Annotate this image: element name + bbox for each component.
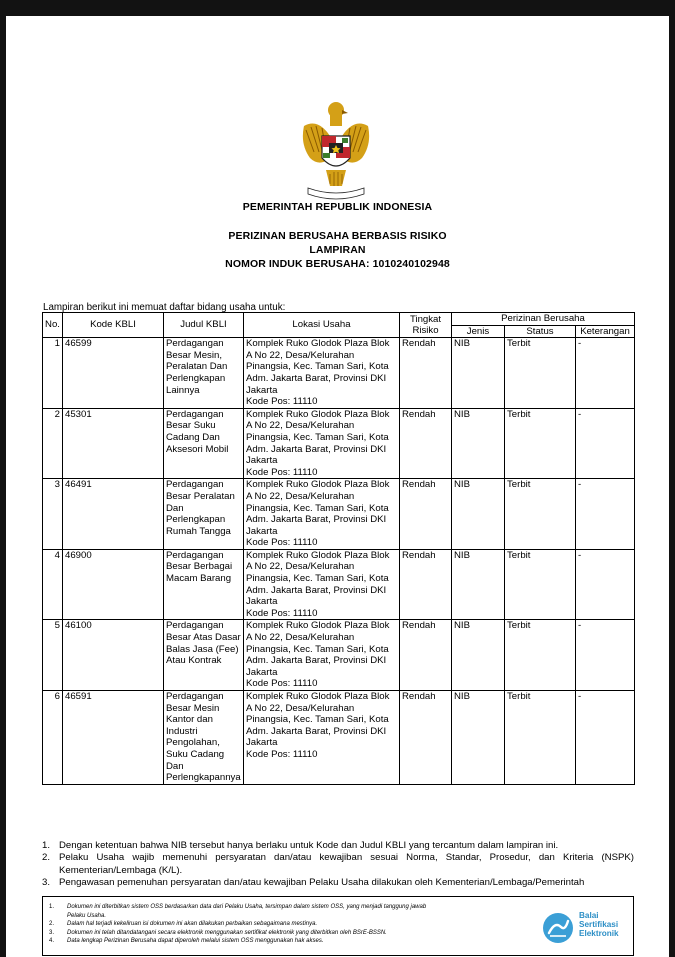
cell-judul-kbli bbox=[164, 549, 244, 620]
cell-lokasi-usaha-line: Komplek Ruko Glodok Plaza Blok bbox=[246, 408, 390, 420]
cell-no: 6 bbox=[43, 691, 63, 785]
cell-judul-kbli-line: Besar Atas Dasar bbox=[166, 632, 241, 644]
cell-kode-kbli: 46900 bbox=[63, 549, 164, 620]
cell-judul-kbli bbox=[164, 691, 244, 785]
disclaimer-item: Pelaku Usaha. bbox=[67, 912, 107, 919]
cell-lokasi-usaha-line: Pinangsia, Kec. Taman Sari, Kota bbox=[246, 573, 389, 585]
cell-lokasi-usaha-line: A No 22, Desa/Kelurahan bbox=[246, 561, 355, 573]
cell-tingkat-risiko: Rendah bbox=[400, 408, 452, 479]
cell-lokasi-usaha-line: Adm. Jakarta Barat, Provinsi DKI bbox=[246, 655, 387, 667]
cell-no: 5 bbox=[43, 620, 63, 691]
disclaimer-item: 3. Dokumen ini telah ditandatangani secara elektronik menggunakan sertifikat elektronik yang diterbitkan oleh BSrE-BSSN. bbox=[49, 929, 387, 936]
cell-lokasi-usaha-line: Adm. Jakarta Barat, Provinsi DKI bbox=[246, 725, 387, 737]
disclaimer-item: 1. Dokumen ini diterbitkan sistem OSS berdasarkan data dari Pelaku Usaha, tersimpan dalam sistem OSS, yang menjadi tanggung jawab bbox=[49, 904, 427, 910]
cell-status: Terbit bbox=[505, 408, 576, 479]
cell-judul-kbli-line: Perdagangan bbox=[166, 479, 224, 491]
cell-lokasi-usaha-line: A No 22, Desa/Kelurahan bbox=[246, 349, 355, 361]
cell-status: Terbit bbox=[505, 691, 576, 785]
kbli-table bbox=[42, 312, 635, 785]
cell-jenis: NIB bbox=[452, 691, 505, 785]
cell-judul-kbli-line: Besar Mesin bbox=[166, 702, 220, 714]
header-perizinan-berusaha: Perizinan Berusaha bbox=[452, 313, 635, 326]
cell-judul-kbli-line: Besar Berbagai bbox=[166, 561, 233, 573]
cell-kode-kbli: 46100 bbox=[63, 620, 164, 691]
cell-lokasi-usaha-line: Komplek Ruko Glodok Plaza Blok bbox=[246, 479, 390, 491]
cell-kode-kbli: 46599 bbox=[63, 338, 164, 409]
cell-judul-kbli-line: Balas Jasa (Fee) bbox=[166, 643, 239, 655]
document-subtitle: LAMPIRAN bbox=[309, 244, 366, 256]
cell-judul-kbli-line: Kantor dan bbox=[166, 714, 213, 726]
government-title: PEMERINTAH REPUBLIK INDONESIA bbox=[242, 201, 433, 213]
cell-tingkat-risiko: Rendah bbox=[400, 479, 452, 550]
cell-keterangan: - bbox=[576, 408, 635, 479]
table-row bbox=[43, 691, 635, 785]
cell-no: 3 bbox=[43, 479, 63, 550]
cell-judul-kbli bbox=[164, 338, 244, 409]
cell-lokasi-usaha bbox=[244, 549, 400, 620]
cell-judul-kbli-line: Suku Cadang bbox=[166, 748, 225, 760]
cell-lokasi-usaha-line: Kode Pos: 11110 bbox=[246, 748, 318, 760]
cell-no: 2 bbox=[43, 408, 63, 479]
cell-no: 4 bbox=[43, 549, 63, 620]
cell-lokasi-usaha bbox=[244, 479, 400, 550]
header-judul-kbli: Judul KBLI bbox=[164, 313, 244, 338]
cell-lokasi-usaha-line: A No 22, Desa/Kelurahan bbox=[246, 420, 355, 432]
cell-no: 1 bbox=[43, 338, 63, 409]
cell-judul-kbli-line: Perlengkapan bbox=[166, 372, 226, 384]
cell-lokasi-usaha-line: Kode Pos: 11110 bbox=[246, 678, 318, 690]
cell-judul-kbli-line: Dan bbox=[166, 502, 184, 514]
cell-judul-kbli-line: Rumah Tangga bbox=[166, 525, 231, 537]
disclaimer-item: 2. Dalam hal terjadi kekeliruan isi dokumen ini akan dilakukan perbaikan sebagaimana mestinya. bbox=[49, 921, 318, 928]
cell-kode-kbli: 46491 bbox=[63, 479, 164, 550]
bsre-signature-icon bbox=[541, 911, 575, 945]
cell-lokasi-usaha-line: Jakarta bbox=[246, 666, 278, 678]
cell-lokasi-usaha-line: A No 22, Desa/Kelurahan bbox=[246, 490, 355, 502]
cell-lokasi-usaha-line: Jakarta bbox=[246, 737, 278, 749]
cell-lokasi-usaha-line: Pinangsia, Kec. Taman Sari, Kota bbox=[246, 714, 389, 726]
cell-jenis: NIB bbox=[452, 338, 505, 409]
cell-lokasi-usaha-line: Kode Pos: 11110 bbox=[246, 466, 318, 478]
cell-lokasi-usaha-line: Pinangsia, Kec. Taman Sari, Kota bbox=[246, 643, 389, 655]
document-title: PERIZINAN BERUSAHA BERBASIS RISIKO bbox=[228, 230, 447, 242]
cell-jenis: NIB bbox=[452, 620, 505, 691]
cell-lokasi-usaha-line: Jakarta bbox=[246, 596, 278, 608]
header-tingkat-risiko: Tingkat Risiko bbox=[400, 313, 452, 338]
bsre-logo-text: Balai Sertifikasi Elektronik bbox=[579, 911, 619, 938]
cell-judul-kbli-line: Aksesori Mobil bbox=[166, 443, 229, 455]
cell-lokasi-usaha-line: Jakarta bbox=[246, 455, 278, 467]
cell-keterangan: - bbox=[576, 338, 635, 409]
document-page bbox=[6, 16, 669, 957]
intro-text: Lampiran berikut ini memuat daftar bidang usaha untuk: bbox=[43, 302, 286, 313]
header-status: Status bbox=[505, 325, 576, 338]
cell-judul-kbli-line: Besar Suku bbox=[166, 420, 216, 432]
cell-keterangan: - bbox=[576, 549, 635, 620]
cell-tingkat-risiko: Rendah bbox=[400, 338, 452, 409]
cell-lokasi-usaha-line: A No 22, Desa/Kelurahan bbox=[246, 702, 355, 714]
cell-keterangan: - bbox=[576, 479, 635, 550]
cell-judul-kbli bbox=[164, 479, 244, 550]
table-row bbox=[43, 338, 635, 409]
header-jenis: Jenis bbox=[452, 325, 505, 338]
note-item: 1. Dengan ketentuan bahwa NIB tersebut hanya berlaku untuk Kode dan Judul KBLI yang tercantum dalam lampiran ini. bbox=[42, 840, 559, 851]
cell-judul-kbli-line: Perdagangan bbox=[166, 549, 224, 561]
cell-lokasi-usaha-line: Komplek Ruko Glodok Plaza Blok bbox=[246, 620, 390, 632]
cell-judul-kbli-line: Perlengkapannya bbox=[166, 772, 241, 784]
cell-judul-kbli-line: Lainnya bbox=[166, 384, 200, 396]
cell-lokasi-usaha-line: Pinangsia, Kec. Taman Sari, Kota bbox=[246, 361, 389, 373]
table-row bbox=[43, 479, 635, 550]
cell-status: Terbit bbox=[505, 338, 576, 409]
table-row bbox=[43, 620, 635, 691]
cell-lokasi-usaha-line: Adm. Jakarta Barat, Provinsi DKI bbox=[246, 514, 387, 526]
footer-disclaimer-box bbox=[42, 896, 634, 956]
header-no: No. bbox=[43, 313, 63, 338]
cell-status: Terbit bbox=[505, 479, 576, 550]
cell-lokasi-usaha-line: Komplek Ruko Glodok Plaza Blok bbox=[246, 549, 390, 561]
cell-lokasi-usaha-line: Kode Pos: 11110 bbox=[246, 607, 318, 619]
cell-judul-kbli-line: Perdagangan bbox=[166, 408, 224, 420]
cell-kode-kbli: 46591 bbox=[63, 691, 164, 785]
cell-judul-kbli-line: Perdagangan bbox=[166, 691, 224, 702]
note-item: 3. Pengawasan pemenuhan persyaratan dan/atau kewajiban Pelaku Usaha dilakukan oleh Kementerian/Lembaga/Pemerintah bbox=[42, 877, 585, 889]
header-kode-kbli: Kode KBLI bbox=[63, 313, 164, 338]
cell-lokasi-usaha-line: Adm. Jakarta Barat, Provinsi DKI bbox=[246, 372, 387, 384]
cell-judul-kbli-line: Industri bbox=[166, 725, 198, 737]
cell-lokasi-usaha-line: Adm. Jakarta Barat, Provinsi DKI bbox=[246, 443, 387, 455]
cell-lokasi-usaha bbox=[244, 408, 400, 479]
cell-lokasi-usaha-line: Jakarta bbox=[246, 384, 278, 396]
cell-judul-kbli-line: Besar Mesin, bbox=[166, 349, 222, 361]
cell-judul-kbli-line: Dan bbox=[166, 760, 184, 772]
cell-status: Terbit bbox=[505, 620, 576, 691]
cell-lokasi-usaha-line: Kode Pos: 11110 bbox=[246, 537, 318, 549]
cell-judul-kbli bbox=[164, 620, 244, 691]
cell-judul-kbli-line: Perdagangan bbox=[166, 338, 224, 350]
note-item: 2. Pelaku Usaha wajib memenuhi persyaratan dan/atau kewajiban sesuai Norma, Standar, Prosedur, dan Kriteria (NSPK) Kementerian/Lembaga (K/L). bbox=[42, 852, 634, 876]
cell-lokasi-usaha-line: Kode Pos: 11110 bbox=[246, 396, 318, 408]
notes-list bbox=[42, 840, 634, 890]
table-row bbox=[43, 549, 635, 620]
cell-keterangan: - bbox=[576, 620, 635, 691]
cell-lokasi-usaha bbox=[244, 338, 400, 409]
cell-jenis: NIB bbox=[452, 408, 505, 479]
cell-judul-kbli-line: Peralatan Dan bbox=[166, 361, 228, 373]
cell-lokasi-usaha-line: Komplek Ruko Glodok Plaza Blok bbox=[246, 691, 390, 702]
cell-lokasi-usaha-line: Adm. Jakarta Barat, Provinsi DKI bbox=[246, 584, 387, 596]
table-row bbox=[43, 408, 635, 479]
header-keterangan: Keterangan bbox=[576, 325, 635, 338]
cell-tingkat-risiko: Rendah bbox=[400, 549, 452, 620]
cell-judul-kbli-line: Besar Peralatan bbox=[166, 490, 235, 502]
cell-tingkat-risiko: Rendah bbox=[400, 691, 452, 785]
disclaimer-item: 4. Data lengkap Perizinan Berusaha dapat diperoleh melalui sistem OSS menggunakan hak akses. bbox=[49, 938, 324, 945]
cell-jenis: NIB bbox=[452, 479, 505, 550]
bsre-logo bbox=[541, 909, 629, 949]
cell-keterangan: - bbox=[576, 691, 635, 785]
cell-jenis: NIB bbox=[452, 549, 505, 620]
garuda-emblem-icon bbox=[294, 96, 378, 202]
header-lokasi-usaha: Lokasi Usaha bbox=[244, 313, 400, 338]
cell-lokasi-usaha-line: Jakarta bbox=[246, 525, 278, 537]
cell-lokasi-usaha bbox=[244, 691, 400, 785]
cell-status: Terbit bbox=[505, 549, 576, 620]
cell-tingkat-risiko: Rendah bbox=[400, 620, 452, 691]
cell-judul-kbli-line: Pengolahan, bbox=[166, 737, 220, 749]
nib-number: NOMOR INDUK BERUSAHA: 1010240102948 bbox=[225, 258, 450, 270]
cell-lokasi-usaha-line: Pinangsia, Kec. Taman Sari, Kota bbox=[246, 431, 389, 443]
cell-judul-kbli-line: Cadang Dan bbox=[166, 431, 220, 443]
cell-lokasi-usaha-line: A No 22, Desa/Kelurahan bbox=[246, 632, 355, 644]
cell-judul-kbli-line: Atau Kontrak bbox=[166, 655, 222, 667]
cell-judul-kbli bbox=[164, 408, 244, 479]
cell-lokasi-usaha-line: Komplek Ruko Glodok Plaza Blok bbox=[246, 338, 390, 350]
cell-lokasi-usaha bbox=[244, 620, 400, 691]
cell-kode-kbli: 45301 bbox=[63, 408, 164, 479]
cell-judul-kbli-line: Macam Barang bbox=[166, 573, 232, 585]
cell-judul-kbli-line: Perdagangan bbox=[166, 620, 224, 632]
cell-lokasi-usaha-line: Pinangsia, Kec. Taman Sari, Kota bbox=[246, 502, 389, 514]
cell-judul-kbli-line: Perlengkapan bbox=[166, 514, 226, 526]
